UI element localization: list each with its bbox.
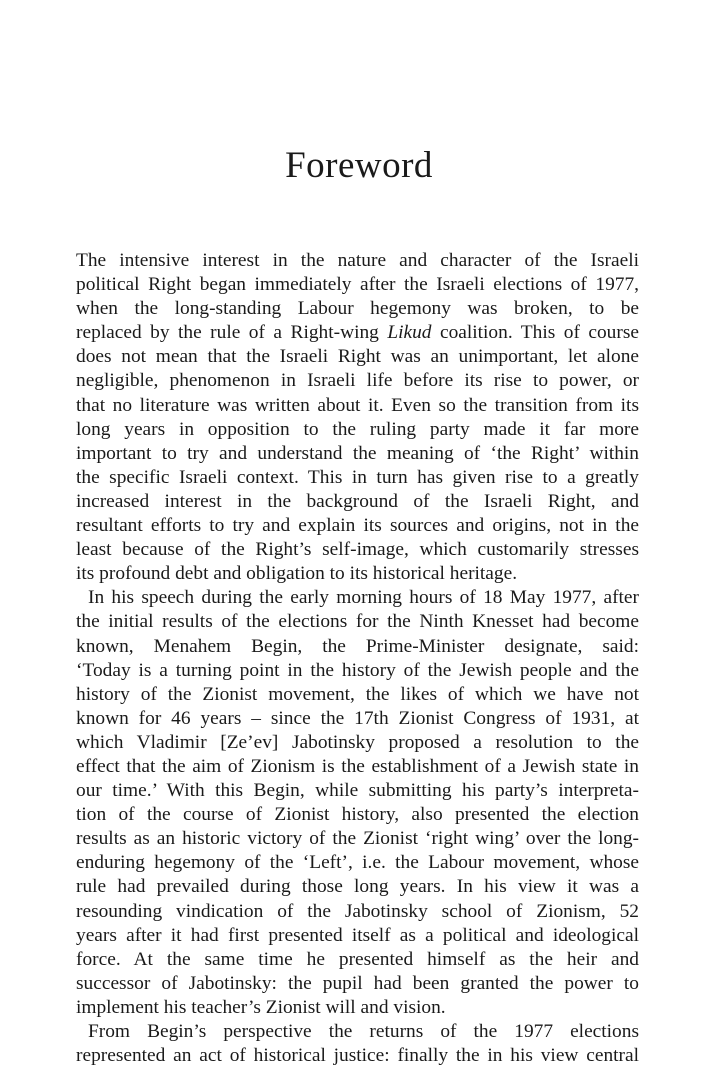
text-line: In his speech during the early morning hours of 18 May 1977, after (88, 587, 639, 609)
text-line: which Vladimir [Ze’ev] Jabotinsky proposed a resolution to the (76, 731, 639, 753)
body-text (76, 249, 639, 1068)
text-line: does not mean that the Israeli Right was an unimportant, let alone (76, 346, 639, 368)
text-line: effect that the aim of Zionism is the establishment of a Jewish state in (76, 755, 639, 777)
text-line: increased interest in the background of the Israeli Right, and (76, 490, 639, 512)
page-title: Foreword (285, 145, 433, 186)
text-line: successor of Jabotinsky: the pupil had been granted the power to (76, 972, 639, 994)
text-line: known, Menahem Begin, the Prime-Minister designate, said: (76, 635, 639, 657)
text-line: resultant efforts to try and explain its sources and origins, not in the (76, 515, 639, 537)
text-line: least because of the Right’s self-image, which customarily stresses (76, 539, 639, 561)
text-line: enduring hegemony of the ‘Left’, i.e. the Labour movement, whose (76, 852, 639, 874)
italic-term: Likud (387, 322, 432, 344)
text-line: known for 46 years – since the 17th Zionist Congress of 1931, at (76, 707, 639, 729)
text-line: results as an historic victory of the Zionist ‘right wing’ over the long- (76, 828, 639, 850)
text-line: implement his teacher’s Zionist will and vision. (76, 996, 446, 1018)
text-line: rule had prevailed during those long years. In his view it was a (76, 876, 639, 898)
text-line: history of the Zionist movement, the likes of which we have not (76, 683, 639, 705)
text-line: From Begin’s perspective the returns of the 1977 elections (88, 1021, 639, 1042)
text-line: the specific Israeli context. This in turn has given rise to a greatly (76, 466, 639, 488)
text-line: ‘Today is a turning point in the history of the Jewish people and the (76, 659, 639, 681)
text-line: when the long-standing Labour hegemony was broken, to be (76, 298, 639, 320)
text-line: negligible, phenomenon in Israeli life before its rise to power, or (76, 370, 639, 392)
text-line: force. At the same time he presented himself as the heir and (76, 948, 639, 970)
text-line: tion of the course of Zionist history, also presented the election (76, 804, 639, 826)
text-line: resounding vindication of the Jabotinsky school of Zionism, 52 (76, 900, 639, 922)
text-line: our time.’ With this Begin, while submitting his party’s interpreta- (76, 780, 639, 802)
text-line: represented an act of historical justice: finally the in his view central (76, 1045, 639, 1067)
text-line: The intensive interest in the nature and character of the Israeli (76, 250, 639, 271)
text-line: important to try and understand the meaning of ‘the Right’ within (76, 442, 639, 464)
text-line: the initial results of the elections for the Ninth Knesset had become (76, 611, 639, 633)
text-line: replaced by the rule of a Right-wing Likud coalition. This of course (76, 322, 639, 344)
text-line: long years in opposition to the ruling party made it far more (76, 418, 639, 440)
text-line: its profound debt and obligation to its historical heritage. (76, 563, 518, 585)
text-line: years after it had first presented itself as a political and ideological (76, 924, 639, 946)
text-line: political Right began immediately after the Israeli elections of 1977, (76, 274, 639, 296)
text-line: that no literature was written about it. Even so the transition from its (76, 394, 639, 416)
